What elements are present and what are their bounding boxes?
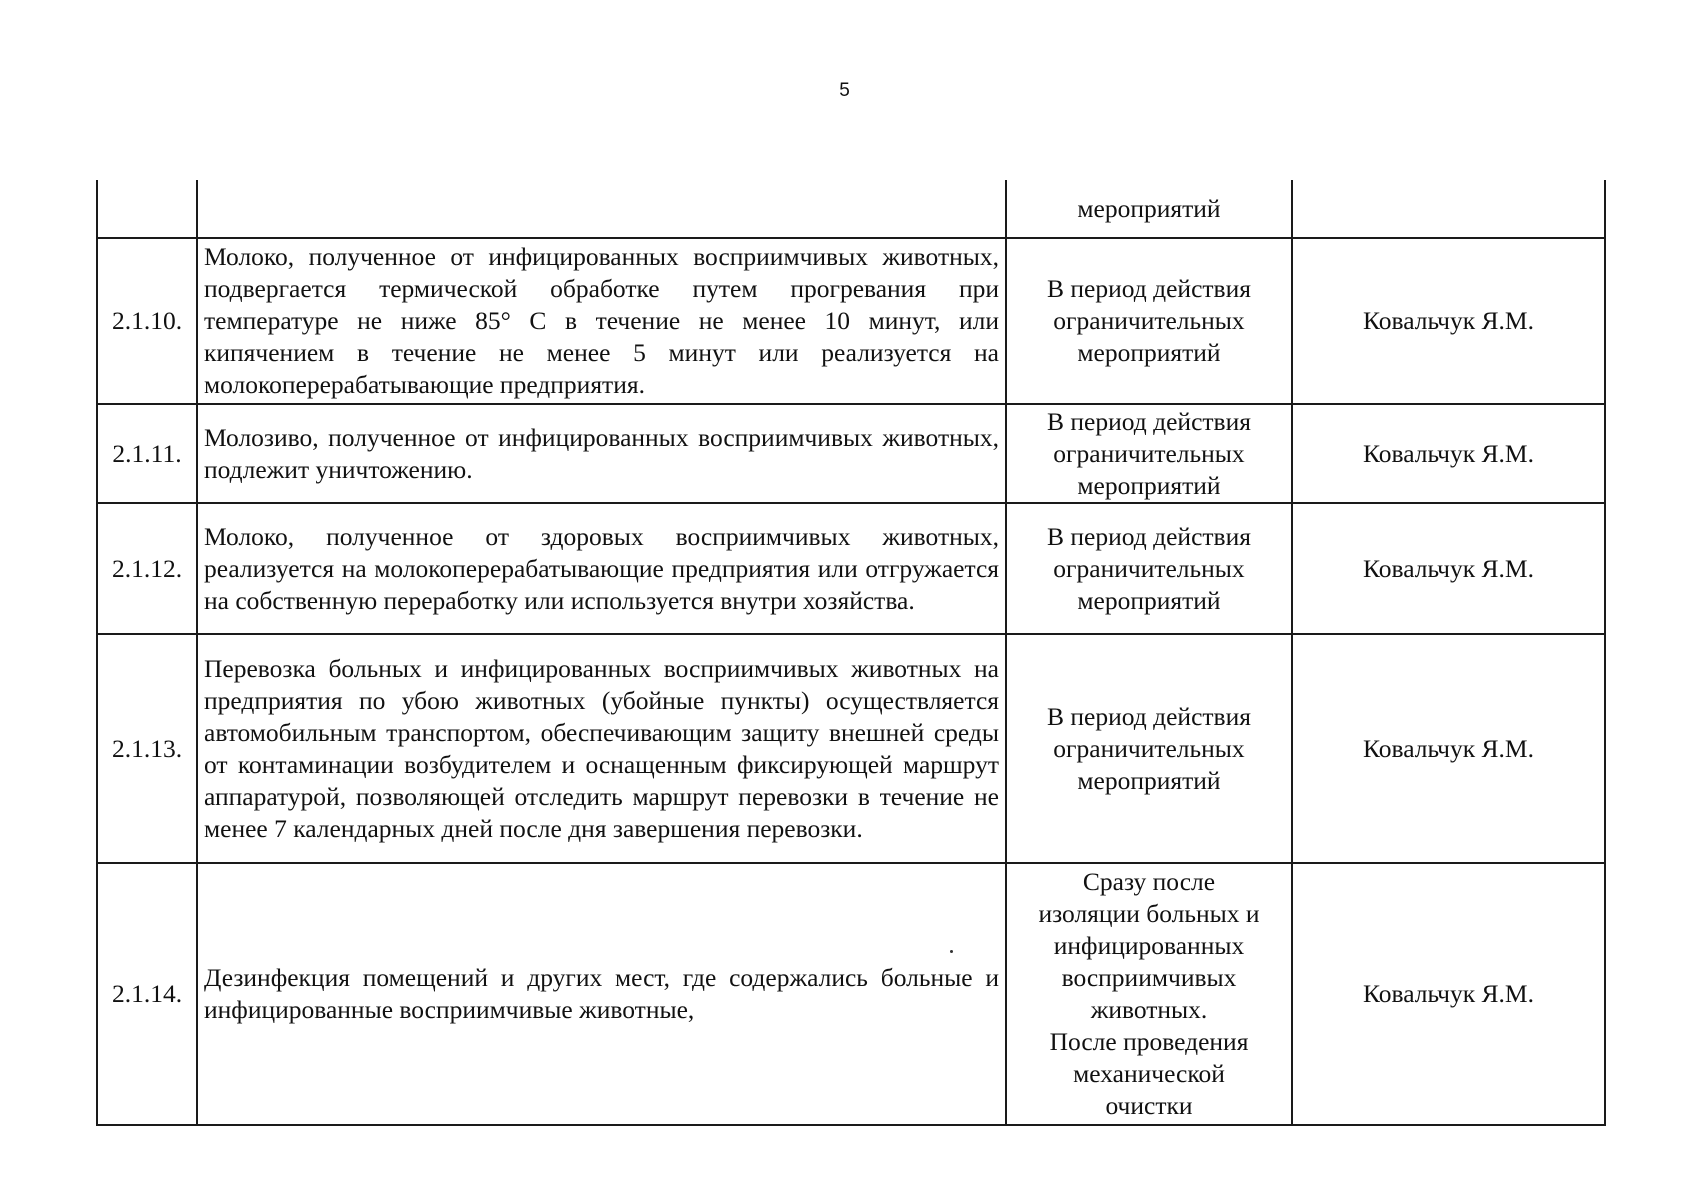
period-line: инфицированных <box>1053 931 1245 960</box>
table-row <box>97 180 1605 238</box>
row-responsible: Ковальчук Я.М. <box>1292 238 1605 404</box>
row-number: 2.1.10. <box>97 238 197 404</box>
row-number: 2.1.13. <box>97 634 197 863</box>
period-line: механической <box>1073 1059 1225 1088</box>
row-responsible: Ковальчук Я.М. <box>1292 863 1605 1125</box>
period-line: мероприятий <box>1077 338 1221 367</box>
period-line: В период действия <box>1047 274 1251 303</box>
row-period <box>1006 634 1292 863</box>
scan-speck <box>950 950 953 953</box>
period-line: изоляции больных и <box>1038 899 1260 928</box>
table-row <box>97 404 1605 503</box>
period-line: В период действия <box>1047 701 1251 731</box>
page-number: 5 <box>839 80 850 101</box>
period-line: ограничительных <box>1053 438 1245 468</box>
period-line: ограничительных <box>1053 553 1245 583</box>
row-number: 2.1.12. <box>97 503 197 634</box>
period-line: В период действия <box>1047 521 1251 551</box>
row-description: Молоко, полученное от инфицированных восприимчивых животных, подвергается термической обработке путем прогревания при температуре не ниже 85° С в течение не менее 10 минут, или кипячением в течение не менее 5 минут или реализуется на молокоперерабатывающие предприятия. <box>197 238 1006 404</box>
table-row <box>97 238 1605 404</box>
period-line: животных. <box>1090 995 1208 1024</box>
row-description: Молоко, полученное от здоровых восприимчивых животных, реализуется на молокоперерабатывающие предприятия или отгружается на собственную переработку или используется внутри хозяйства. <box>197 503 1006 634</box>
period-line: Сразу после <box>1082 867 1216 896</box>
period-line: ограничительных <box>1053 733 1245 763</box>
measures-table <box>96 180 1606 1126</box>
row-responsible: Ковальчук Я.М. <box>1292 404 1605 503</box>
period-line: мероприятий <box>1077 765 1221 795</box>
row-number: 2.1.11. <box>97 404 197 503</box>
row-description: Перевозка больных и инфицированных восприимчивых животных на предприятия по убою животных (убойные пункты) осуществляется автомобильным транспортом, обеспечивающим защиту внешней среды от контаминации возбудителем и оснащенным фиксирующей маршрут аппаратурой, позволяющей отследить маршрут перевозки в течение не менее 7 календарных дней после дня завершения перевозки. <box>197 634 1006 863</box>
period-line: восприимчивых <box>1061 963 1237 992</box>
row-responsible: Ковальчук Я.М. <box>1292 634 1605 863</box>
row-description <box>197 180 1006 238</box>
row-number <box>97 180 197 238</box>
row-number: 2.1.14. <box>97 863 197 1125</box>
row-period <box>1006 180 1292 238</box>
period-line: После проведения <box>1049 1027 1249 1056</box>
row-period <box>1006 503 1292 634</box>
table-row <box>97 634 1605 863</box>
row-period <box>1006 238 1292 404</box>
row-responsible <box>1292 180 1605 238</box>
row-period <box>1006 404 1292 503</box>
row-description: Молозиво, полученное от инфицированных восприимчивых животных, подлежит уничтожению. <box>197 404 1006 503</box>
row-description: Дезинфекция помещений и других мест, где содержались больные и инфицированные восприимчивые животные, <box>197 863 1006 1125</box>
table-row <box>97 503 1605 634</box>
table-row <box>97 863 1605 1125</box>
period-line: В период действия <box>1047 406 1251 436</box>
period-line: мероприятий <box>1077 470 1221 500</box>
period-line: мероприятий <box>1077 193 1221 223</box>
period-line: очистки <box>1105 1091 1193 1120</box>
row-responsible: Ковальчук Я.М. <box>1292 503 1605 634</box>
period-line: мероприятий <box>1077 585 1221 615</box>
row-period <box>1006 863 1292 1125</box>
period-line: ограничительных <box>1053 306 1245 335</box>
